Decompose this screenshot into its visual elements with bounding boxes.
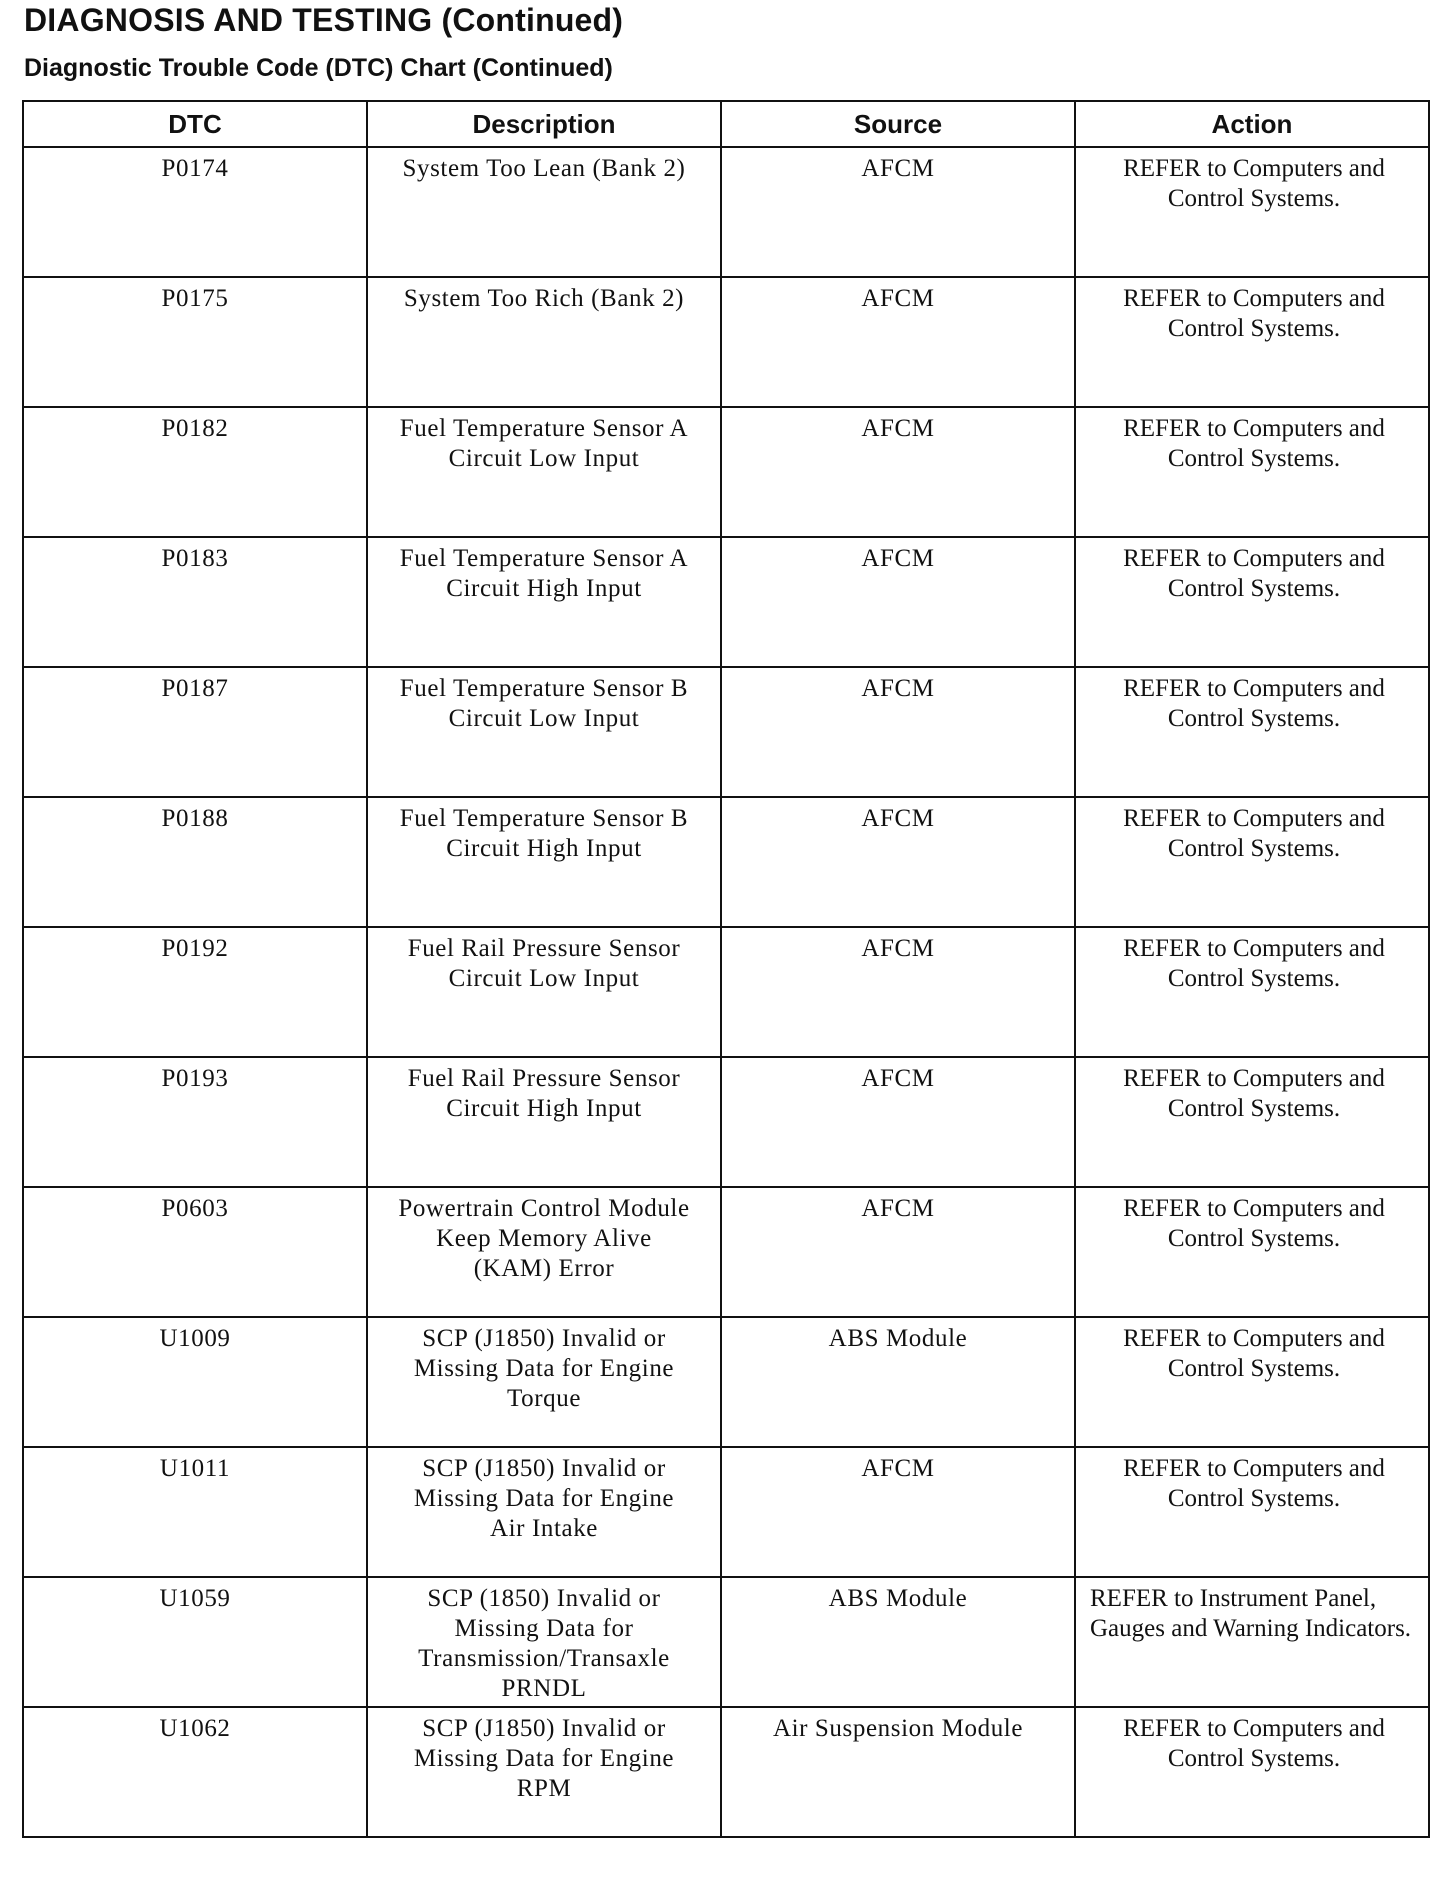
description-cell: Fuel Temperature Sensor A Circuit High Input (367, 537, 721, 667)
action-cell: REFER to Computers and Control Systems. (1075, 277, 1429, 407)
section-title: Diagnostic Trouble Code (DTC) Chart (Continued) (24, 54, 613, 82)
table-row (23, 797, 1429, 927)
source-cell: AFCM (721, 407, 1075, 537)
table-row (23, 537, 1429, 667)
table-row (23, 1187, 1429, 1317)
source-cell: AFCM (721, 667, 1075, 797)
action-cell: REFER to Computers and Control Systems. (1075, 1187, 1429, 1317)
description-cell: Fuel Temperature Sensor A Circuit Low Input (367, 407, 721, 537)
source-cell: ABS Module (721, 1577, 1075, 1707)
action-cell: REFER to Computers and Control Systems. (1075, 797, 1429, 927)
table-row (23, 277, 1429, 407)
table-row (23, 1577, 1429, 1707)
column-header-source: Source (721, 101, 1075, 147)
action-cell: REFER to Computers and Control Systems. (1075, 667, 1429, 797)
source-cell: ABS Module (721, 1317, 1075, 1447)
dtc-cell: P0174 (23, 147, 367, 277)
action-cell: REFER to Computers and Control Systems. (1075, 147, 1429, 277)
dtc-cell: P0193 (23, 1057, 367, 1187)
description-cell: SCP (J1850) Invalid or Missing Data for Engine RPM (367, 1707, 721, 1837)
source-cell: AFCM (721, 1187, 1075, 1317)
action-cell: REFER to Computers and Control Systems. (1075, 1317, 1429, 1447)
description-cell: Fuel Rail Pressure Sensor Circuit Low Input (367, 927, 721, 1057)
action-cell: REFER to Computers and Control Systems. (1075, 537, 1429, 667)
dtc-cell: P0603 (23, 1187, 367, 1317)
dtc-cell: P0188 (23, 797, 367, 927)
dtc-cell: P0183 (23, 537, 367, 667)
action-cell: REFER to Computers and Control Systems. (1075, 927, 1429, 1057)
table-row (23, 1707, 1429, 1837)
dtc-cell: U1011 (23, 1447, 367, 1577)
page-title: DIAGNOSIS AND TESTING (Continued) (24, 2, 624, 38)
column-header-description: Description (367, 101, 721, 147)
table-row (23, 147, 1429, 277)
dtc-cell: U1009 (23, 1317, 367, 1447)
description-cell: SCP (J1850) Invalid or Missing Data for Engine Air Intake (367, 1447, 721, 1577)
table-row (23, 1317, 1429, 1447)
table-row (23, 1447, 1429, 1577)
dtc-cell: P0175 (23, 277, 367, 407)
column-header-action: Action (1075, 101, 1429, 147)
source-cell: AFCM (721, 927, 1075, 1057)
description-cell: System Too Lean (Bank 2) (367, 147, 721, 277)
table-row (23, 927, 1429, 1057)
action-cell: REFER to Computers and Control Systems. (1075, 1447, 1429, 1577)
description-cell: System Too Rich (Bank 2) (367, 277, 721, 407)
description-cell: Fuel Temperature Sensor B Circuit Low Input (367, 667, 721, 797)
dtc-cell: P0182 (23, 407, 367, 537)
source-cell: AFCM (721, 1447, 1075, 1577)
column-header-dtc: DTC (23, 101, 367, 147)
description-cell: Fuel Rail Pressure Sensor Circuit High Input (367, 1057, 721, 1187)
source-cell: AFCM (721, 797, 1075, 927)
dtc-cell: P0187 (23, 667, 367, 797)
source-cell: AFCM (721, 537, 1075, 667)
source-cell: AFCM (721, 277, 1075, 407)
action-cell: REFER to Instrument Panel, Gauges and Warning Indicators. (1075, 1577, 1429, 1707)
dtc-cell: U1059 (23, 1577, 367, 1707)
source-cell: Air Suspension Module (721, 1707, 1075, 1837)
description-cell: SCP (J1850) Invalid or Missing Data for Engine Torque (367, 1317, 721, 1447)
source-cell: AFCM (721, 147, 1075, 277)
dtc-cell: P0192 (23, 927, 367, 1057)
action-cell: REFER to Computers and Control Systems. (1075, 1057, 1429, 1187)
description-cell: Powertrain Control Module Keep Memory Alive (KAM) Error (367, 1187, 721, 1317)
description-cell: SCP (1850) Invalid or Missing Data for Transmission/Transaxle PRNDL (367, 1577, 721, 1707)
dtc-cell: U1062 (23, 1707, 367, 1837)
table-header-row (23, 101, 1429, 147)
table-row (23, 667, 1429, 797)
description-cell: Fuel Temperature Sensor B Circuit High Input (367, 797, 721, 927)
table-row (23, 407, 1429, 537)
source-cell: AFCM (721, 1057, 1075, 1187)
action-cell: REFER to Computers and Control Systems. (1075, 1707, 1429, 1837)
table-row (23, 1057, 1429, 1187)
action-cell: REFER to Computers and Control Systems. (1075, 407, 1429, 537)
dtc-chart-table (22, 100, 1430, 1838)
